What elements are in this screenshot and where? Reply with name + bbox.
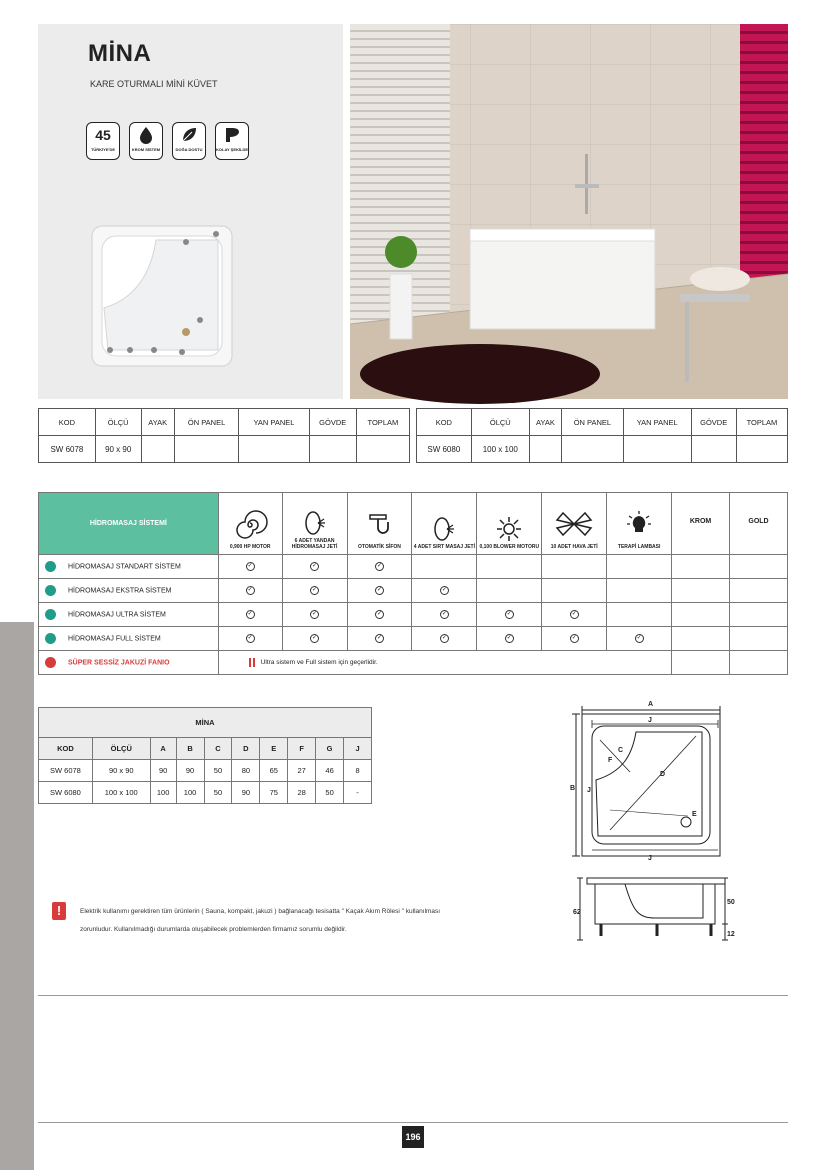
jet-icon xyxy=(433,516,455,542)
header-cell: G xyxy=(316,738,344,760)
check-cell xyxy=(347,555,412,579)
header-cell: C xyxy=(204,738,232,760)
feature-label: 0,100 BLOWER MOTORU xyxy=(479,544,540,550)
cell: 90 xyxy=(150,760,176,782)
header-cell: GÖVDE xyxy=(309,409,356,436)
feature-label: DOĞA DOSTU xyxy=(175,147,203,152)
feature-label: 6 ADET YANDAN HİDROMASAJ JETİ xyxy=(291,538,338,550)
cell: 28 xyxy=(288,782,316,804)
check-icon: ✓ xyxy=(441,587,447,593)
check-cell xyxy=(218,627,282,651)
feature-45-badge xyxy=(86,122,120,160)
header-cell: AYAK xyxy=(141,409,174,436)
row-label xyxy=(39,555,219,579)
45-badge-icon: 45 xyxy=(95,127,111,143)
check-icon: ✓ xyxy=(312,587,318,593)
check-icon: ✓ xyxy=(247,587,253,593)
cell: 90 xyxy=(176,760,204,782)
empty-cell xyxy=(542,579,607,603)
spec-table-sw6078 xyxy=(38,408,410,463)
empty-cell xyxy=(607,579,672,603)
empty-cell xyxy=(607,603,672,627)
feature-siphon xyxy=(347,493,412,555)
check-icon: ✓ xyxy=(571,635,577,641)
header-cell: B xyxy=(176,738,204,760)
silent-note: Ultra sistem ve Full sistem için geçerlidir. xyxy=(260,659,378,667)
check-cell xyxy=(347,627,412,651)
header-cell: TOPLAM xyxy=(736,409,787,436)
empty-cell xyxy=(477,555,542,579)
hydro-row-extra xyxy=(39,579,788,603)
side-view-drawing xyxy=(575,874,735,949)
cell-size: 100 x 100 xyxy=(471,436,529,463)
note-line-1: Elektrik kullanımı gerektiren tüm ürünlerin ( Sauna, kompakt, jakuzi ) bağlanacağı tesisatta " Kaçak Akım Rölesi " kullanılması xyxy=(80,908,441,915)
dims-header-row xyxy=(39,738,372,760)
row-label xyxy=(39,579,219,603)
header-cell: ÖLÇÜ xyxy=(92,738,150,760)
feature-easy xyxy=(215,122,249,160)
hydro-row-silent xyxy=(39,651,788,675)
cell-empty xyxy=(141,436,174,463)
cell-empty xyxy=(561,436,623,463)
feature-label: 4 ADET SIRT MASAJ JETİ xyxy=(413,544,475,550)
empty-cell xyxy=(672,603,730,627)
teal-bullet-icon xyxy=(45,561,56,572)
empty-cell xyxy=(730,579,788,603)
feature-label: KOLAY ŞEKİLDE xyxy=(216,147,249,152)
warning-icon: ! xyxy=(52,902,66,920)
header-cell: ÖN PANEL xyxy=(561,409,623,436)
side-color-strip xyxy=(0,622,34,1170)
check-cell xyxy=(542,627,607,651)
dim-label-c: C xyxy=(618,747,624,754)
foot-height-label: 12 xyxy=(727,931,735,938)
hydromassage-table xyxy=(38,492,788,675)
check-icon: ✓ xyxy=(571,611,577,617)
dim-label-d: D xyxy=(660,771,666,778)
empty-cell xyxy=(672,555,730,579)
check-icon: ✓ xyxy=(506,635,512,641)
dims-title: MİNA xyxy=(39,708,372,738)
empty-cell xyxy=(672,627,730,651)
empty-cell xyxy=(730,651,788,675)
check-cell xyxy=(542,603,607,627)
empty-cell xyxy=(730,627,788,651)
header-cell: KOD xyxy=(417,409,472,436)
cell-empty xyxy=(623,436,691,463)
header-cell: J xyxy=(344,738,372,760)
header-cell: AYAK xyxy=(529,409,561,436)
check-icon: ✓ xyxy=(312,563,318,569)
dims-title-row xyxy=(39,708,372,738)
empty-cell xyxy=(672,579,730,603)
jet-icon xyxy=(304,510,326,536)
eco-leaf-icon xyxy=(180,123,198,147)
empty-cell xyxy=(607,555,672,579)
cell: SW 6080 xyxy=(39,782,93,804)
check-cell xyxy=(412,627,477,651)
hydro-row-full xyxy=(39,627,788,651)
cell: 90 x 90 xyxy=(92,760,150,782)
table-row xyxy=(39,436,410,463)
header-cell: KOD xyxy=(39,409,96,436)
check-icon: ✓ xyxy=(506,611,512,617)
lamp-icon xyxy=(626,510,652,538)
feature-label: KROM SİSTEM xyxy=(131,147,161,152)
divider xyxy=(38,995,788,996)
header-cell: A xyxy=(150,738,176,760)
row-label-text: HİDROMASAJ FULL SİSTEM xyxy=(68,635,161,643)
bathroom-scene-image xyxy=(350,24,788,399)
check-cell xyxy=(347,603,412,627)
check-cell xyxy=(412,579,477,603)
table-row xyxy=(417,436,788,463)
table-row xyxy=(39,760,372,782)
header-cell: F xyxy=(288,738,316,760)
top-view-drawing xyxy=(570,700,730,865)
empty-cell xyxy=(672,651,730,675)
header-cell: YAN PANEL xyxy=(623,409,691,436)
feature-air-jets xyxy=(542,493,607,555)
dim-label-b: B xyxy=(570,785,576,792)
siphon-icon xyxy=(366,512,392,538)
check-cell xyxy=(607,627,672,651)
teal-bullet-icon xyxy=(45,585,56,596)
header-cell: KOD xyxy=(39,738,93,760)
check-cell xyxy=(218,555,282,579)
table-header-row xyxy=(39,409,410,436)
cell: 50 xyxy=(316,782,344,804)
product-title: MİNA xyxy=(88,40,152,67)
header-cell: ÖLÇÜ xyxy=(95,409,141,436)
dimensions-table xyxy=(38,707,372,804)
check-icon: ✓ xyxy=(312,611,318,617)
col-gold: GOLD xyxy=(730,493,788,555)
note-line-2: zorunludur. Kullanılmadığı durumlarda oluşabilecek problemlerden firmamız sorumlu değildir. xyxy=(80,926,347,933)
header-cell: TOPLAM xyxy=(356,409,409,436)
cell-code: SW 6080 xyxy=(417,436,472,463)
hydro-header-row xyxy=(39,493,788,555)
table-row xyxy=(39,782,372,804)
feature-therapy-lamp xyxy=(607,493,672,555)
body-height-label: 50 xyxy=(727,899,735,906)
check-icon: ✓ xyxy=(636,635,642,641)
cell: 65 xyxy=(260,760,288,782)
cell: 80 xyxy=(232,760,260,782)
check-icon: ✓ xyxy=(247,635,253,641)
cell: 50 xyxy=(204,760,232,782)
cell-empty xyxy=(736,436,787,463)
drop-icon xyxy=(138,123,154,147)
feature-motor xyxy=(218,493,282,555)
cell: 50 xyxy=(204,782,232,804)
dim-label-e: E xyxy=(692,811,697,818)
electrical-note xyxy=(80,903,550,939)
check-icon: ✓ xyxy=(441,611,447,617)
cell-empty xyxy=(174,436,238,463)
feature-blower xyxy=(477,493,542,555)
empty-cell xyxy=(730,555,788,579)
feature-chrome xyxy=(129,122,163,160)
cell-empty xyxy=(691,436,736,463)
dim-label-f: F xyxy=(608,757,613,764)
feature-eco xyxy=(172,122,206,160)
teal-bullet-icon xyxy=(45,609,56,620)
check-cell xyxy=(282,627,347,651)
row-label xyxy=(39,651,219,675)
col-chrome: KROM xyxy=(672,493,730,555)
cell: 100 xyxy=(150,782,176,804)
feature-label: TÜRKİYE'DE xyxy=(90,147,116,152)
spiral-icon xyxy=(237,512,263,538)
paddle-icon xyxy=(223,123,241,147)
check-cell xyxy=(282,555,347,579)
teal-bullet-icon xyxy=(45,633,56,644)
dim-label-j: J xyxy=(648,717,652,724)
cell-empty xyxy=(309,436,356,463)
spec-table-sw6080 xyxy=(416,408,788,463)
hydro-system-header: HİDROMASAJ SİSTEMİ xyxy=(39,493,219,555)
product-subtitle: KARE OTURMALI MİNİ KÜVET xyxy=(90,79,218,89)
check-cell xyxy=(282,579,347,603)
row-label-text: HİDROMASAJ STANDART SİSTEM xyxy=(68,563,181,571)
cell-empty xyxy=(529,436,561,463)
dim-label-j: J xyxy=(587,787,591,794)
hydro-row-standard xyxy=(39,555,788,579)
empty-cell xyxy=(730,603,788,627)
minus-bullet-icon xyxy=(45,657,56,668)
row-label xyxy=(39,603,219,627)
header-cell: ÖLÇÜ xyxy=(471,409,529,436)
hydro-row-ultra xyxy=(39,603,788,627)
check-cell xyxy=(218,603,282,627)
cell-empty xyxy=(356,436,409,463)
fan-icon xyxy=(555,510,593,538)
cell: 90 xyxy=(232,782,260,804)
feature-label: 0,900 HP MOTOR xyxy=(229,544,271,550)
header-cell: GÖVDE xyxy=(691,409,736,436)
height-label: 62 xyxy=(573,909,581,916)
blower-icon xyxy=(496,516,522,542)
check-icon: ✓ xyxy=(376,611,382,617)
cell: 27 xyxy=(288,760,316,782)
footer-divider xyxy=(38,1122,788,1123)
check-icon: ✓ xyxy=(441,635,447,641)
cell: SW 6078 xyxy=(39,760,93,782)
feature-side-jets xyxy=(282,493,347,555)
header-cell: D xyxy=(232,738,260,760)
header-cell: E xyxy=(260,738,288,760)
check-icon: ✓ xyxy=(376,635,382,641)
cell: 46 xyxy=(316,760,344,782)
row-label-text: SÜPER SESSİZ JAKUZİ FANIO xyxy=(68,659,170,667)
header-cell: YAN PANEL xyxy=(239,409,309,436)
check-cell xyxy=(218,579,282,603)
cell: 100 x 100 xyxy=(92,782,150,804)
check-cell xyxy=(477,627,542,651)
cell: - xyxy=(344,782,372,804)
silent-note-cell xyxy=(218,651,671,675)
row-label xyxy=(39,627,219,651)
dim-label-a: A xyxy=(648,701,654,708)
cell-empty xyxy=(239,436,309,463)
cell-code: SW 6078 xyxy=(39,436,96,463)
page-number: 196 xyxy=(402,1126,424,1148)
cell: 75 xyxy=(260,782,288,804)
cell-size: 90 x 90 xyxy=(95,436,141,463)
check-icon: ✓ xyxy=(312,635,318,641)
pause-icon xyxy=(249,658,255,667)
empty-cell xyxy=(542,555,607,579)
check-icon: ✓ xyxy=(247,563,253,569)
dim-label-j: J xyxy=(648,855,652,862)
feature-label: TERAPİ LAMBASI xyxy=(617,544,661,550)
check-icon: ✓ xyxy=(247,611,253,617)
check-cell xyxy=(477,603,542,627)
empty-cell xyxy=(477,579,542,603)
cell: 100 xyxy=(176,782,204,804)
header-cell: ÖN PANEL xyxy=(174,409,238,436)
check-icon: ✓ xyxy=(376,587,382,593)
feature-label: OTOMATİK SİFON xyxy=(358,544,401,550)
feature-label: 10 ADET HAVA JETİ xyxy=(550,544,598,550)
check-cell xyxy=(412,603,477,627)
feature-back-jets xyxy=(412,493,477,555)
check-icon: ✓ xyxy=(376,563,382,569)
table-header-row xyxy=(417,409,788,436)
tub-top-view-image xyxy=(90,220,235,370)
row-label-text: HİDROMASAJ ULTRA SİSTEM xyxy=(68,611,166,619)
cell: 8 xyxy=(344,760,372,782)
empty-cell xyxy=(412,555,477,579)
check-cell xyxy=(282,603,347,627)
row-label-text: HİDROMASAJ EKSTRA SİSTEM xyxy=(68,587,172,595)
check-cell xyxy=(347,579,412,603)
